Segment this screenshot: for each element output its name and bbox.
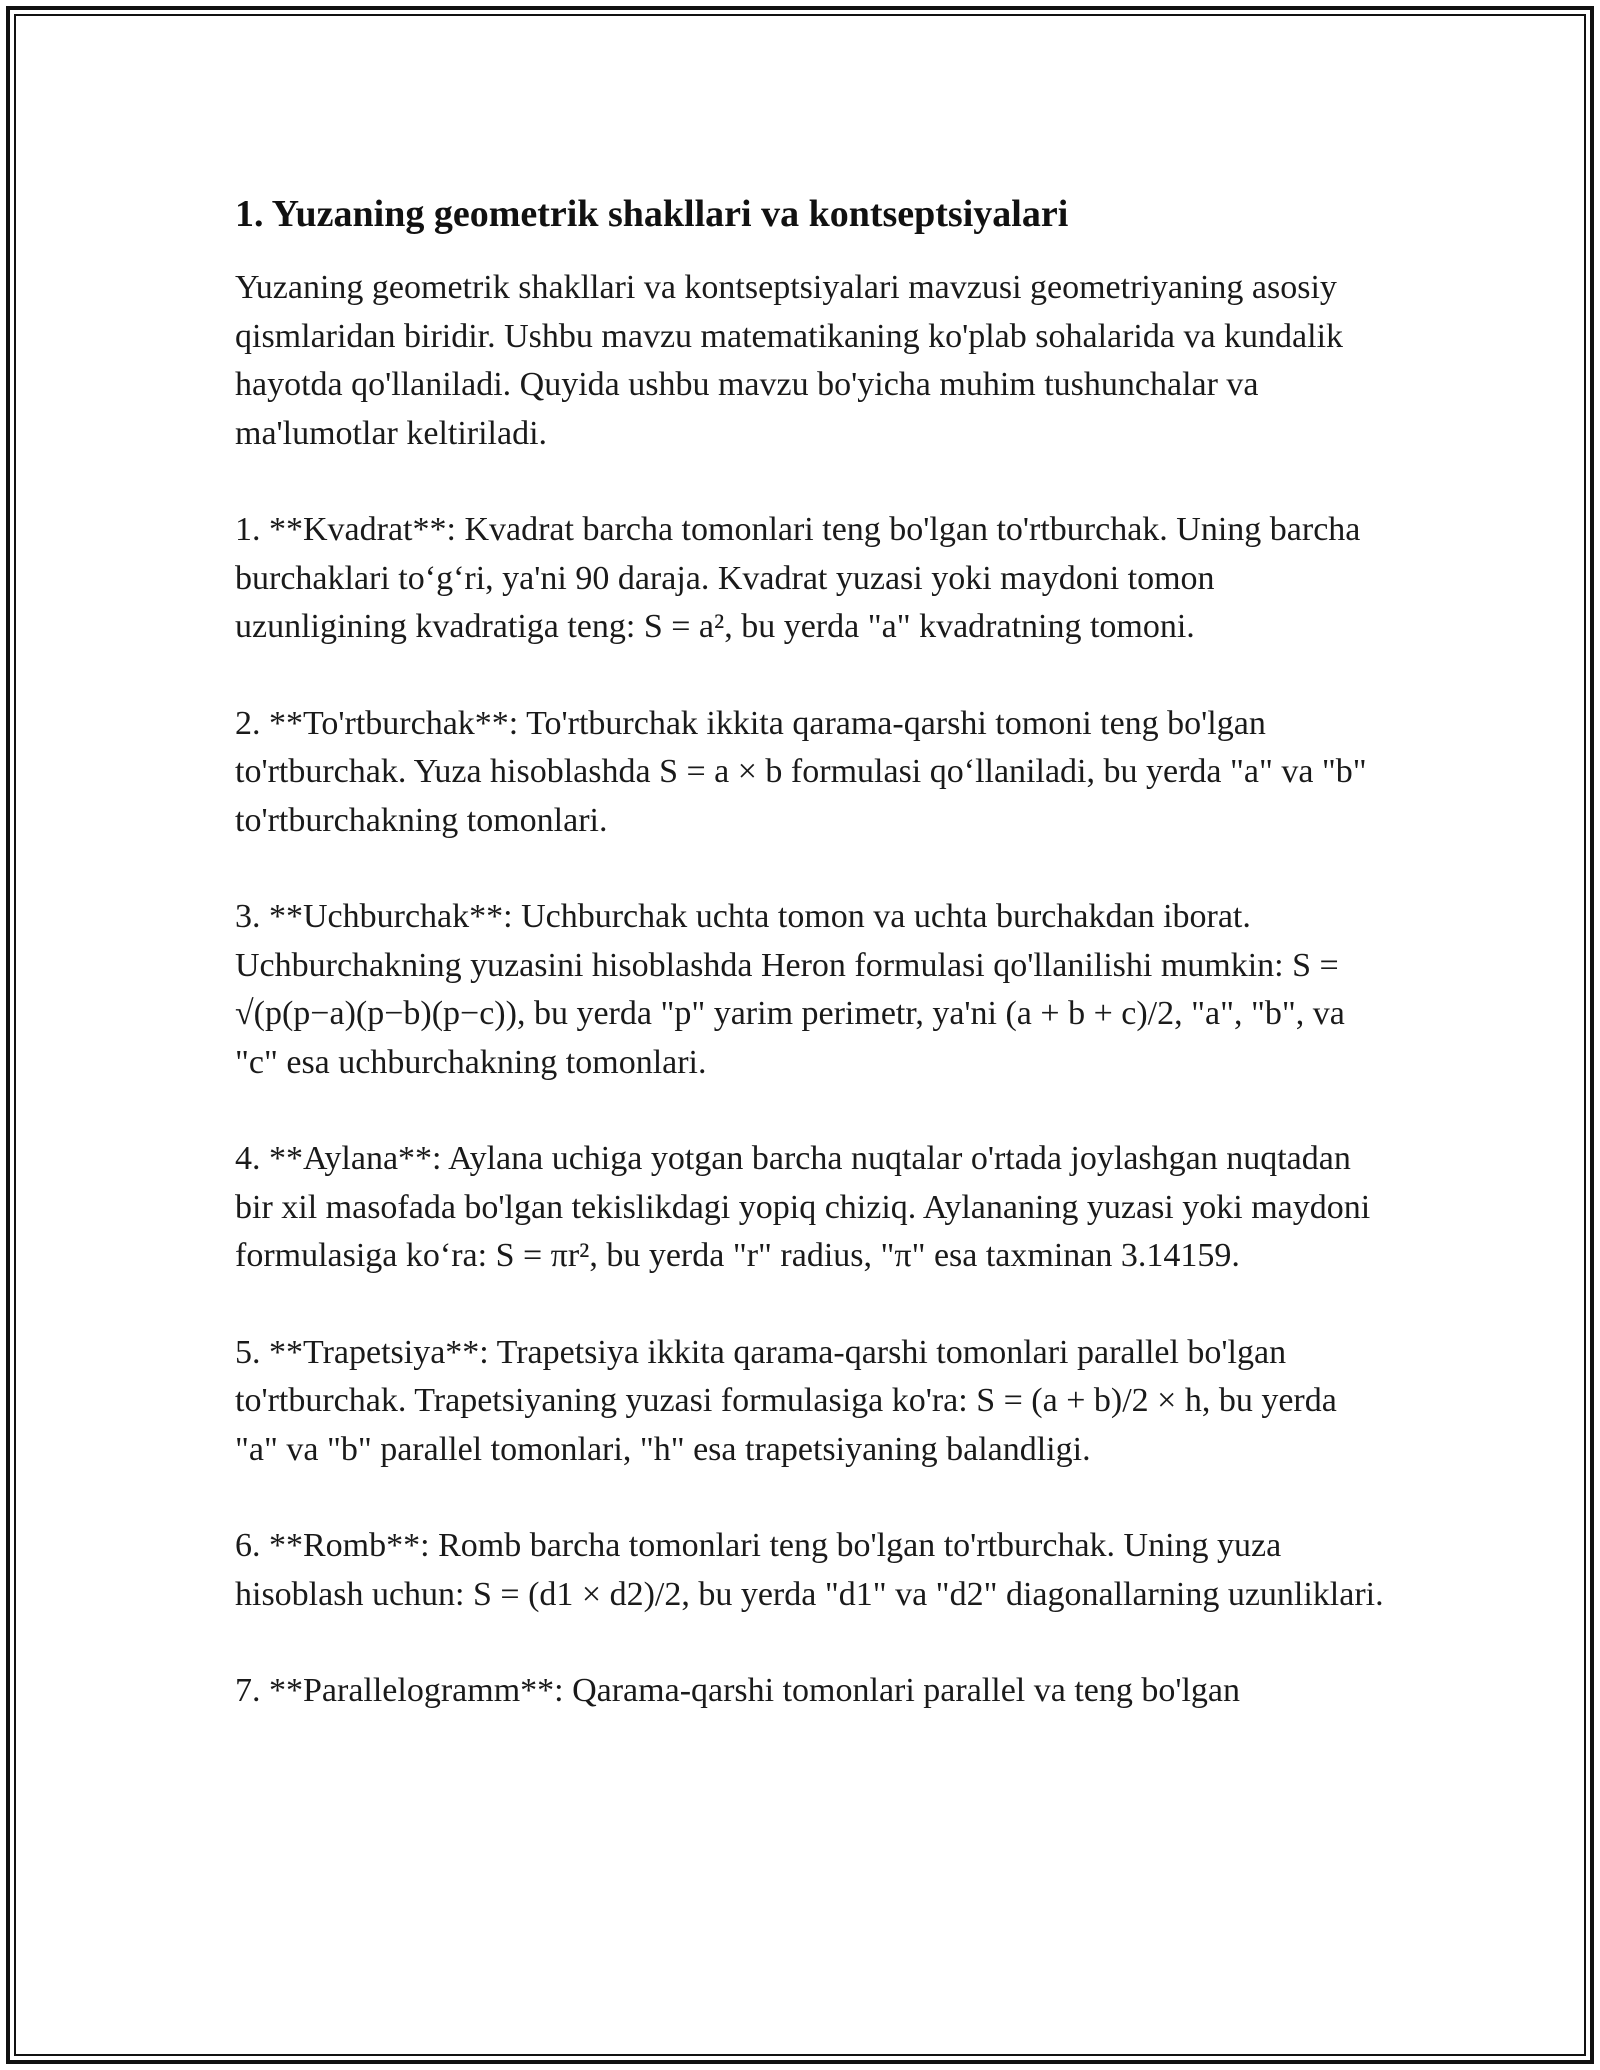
item-uchburchak: 3. **Uchburchak**: Uchburchak uchta tomon va uchta burchakdan iborat. Uchburchakning yuzasini hisoblashda Heron formulasi qo'llanilishi mumkin: S = √(p(p−a)(p−b)(p−c)), bu yerda "p" yarim perimetr, ya'ni (a + b + c)/2, "a", "b", va "c" esa uchburchakning tomonlari.: [235, 898, 1345, 1081]
item-parallelogramm: 7. **Parallelogramm**: Qarama-qarshi tomonlari parallel va teng bo'lgan: [235, 1672, 1241, 1709]
item-trapetsiya: 5. **Trapetsiya**: Trapetsiya ikkita qarama-qarshi tomonlari parallel bo'lgan to'rtburchak. Trapetsiyaning yuzasi formulasiga ko'ra: S = (a + b)/2 × h, bu yerda "a" va "b" parallel tomonlari, "h" esa trapetsiyaning balandligi.: [235, 1333, 1337, 1468]
intro-paragraph: Yuzaning geometrik shakllari va kontseptsiyalari mavzusi geometriyaning asosiy qismlaridan biridir. Ushbu mavzu matematikaning ko'plab sohalarida va kundalik hayotda qo'llaniladi. Quyida ushbu mavzu bo'yicha muhim tushunchalar va ma'lumotlar keltiriladi.: [235, 269, 1344, 452]
item-romb: 6. **Romb**: Romb barcha tomonlari teng bo'lgan to'rtburchak. Uning yuza hisoblash uchun: S = (d1 × d2)/2, bu yerda "d1" va "d2" diagonallarning uzunliklari.: [235, 1527, 1384, 1613]
item-kvadrat: 1. **Kvadrat**: Kvadrat barcha tomonlari teng bo'lgan to'rtburchak. Uning barcha burchaklari to‘g‘ri, ya'ni 90 daraja. Kvadrat yuzasi yoki maydoni tomon uzunligining kvadratiga teng: S = a², bu yerda "a" kvadratning tomoni.: [235, 511, 1361, 645]
document-body: [235, 184, 1385, 1764]
section-heading: 1. Yuzaning geometrik shakllari va kontseptsiyalari: [235, 193, 1069, 235]
item-tortburchak: 2. **To'rtburchak**: To'rtburchak ikkita qarama-qarshi tomoni teng bo'lgan to'rtburchak. Yuza hisoblashda S = a × b formulasi qo‘llaniladi, bu yerda "a" va "b" to'rtburchakning tomonlari.: [235, 704, 1367, 839]
item-aylana: 4. **Aylana**: Aylana uchiga yotgan barcha nuqtalar o'rtada joylashgan nuqtadan bir xil masofada bo'lgan tekislikdagi yopiq chiziq. Aylananing yuzasi yoki maydoni formulasiga ko‘ra: S = πr², bu yerda "r" radius, "π" esa taxminan 3.14159.: [235, 1140, 1371, 1274]
